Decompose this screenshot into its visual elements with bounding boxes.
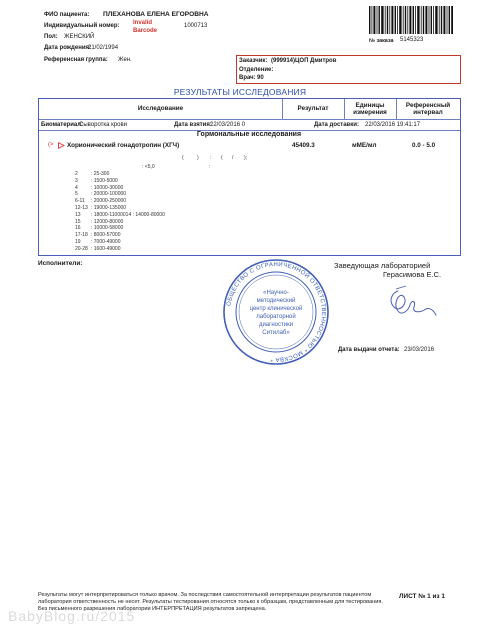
customer-box [236,55,461,84]
week-range: : 10000-58000 [91,225,124,232]
patient-id-label: Индивидуальный номер: [44,23,120,29]
stamp-line: центр клинической [249,306,303,312]
note-fragment: / [232,155,234,161]
results-title: РЕЗУЛЬТАТЫ ИССЛЕДОВАНИЯ [173,87,307,97]
result-row [39,141,459,151]
barcode-error-line1: Invalid [133,20,153,26]
week-range: : 18000-11000014 : 14000-80000 [91,211,165,218]
note-fragment: : [210,155,212,161]
biomaterial-value: Сыворотка крови [79,122,127,128]
stamp-line: «Научно- [263,290,289,296]
note-nonpregnant: : <5,0 [142,164,155,170]
col-header-test: Исследование [137,105,184,113]
test-name: Хорионический гонадотропин (ХГЧ) [67,142,180,149]
footer-disclaimer: Результаты могут интерпретироваться только врачом. За последствия самостоятельной интерпретации результатов пациентом лаборатория ответственность не несет. Результаты тестирования относятся только к образцам, представленным для тестирования. Без письменного разрешения лаборатории ИНТЕРПРЕТАЦИЯ результатов запрещена. [38,592,383,612]
svg-text:ОБЩЕСТВО С ОГРАНИЧЕННОЙ ОТВЕТС [226,262,326,362]
week-label: 3 [75,177,78,184]
note-fragment: ) [197,155,199,161]
note-fragment: ); [244,155,248,161]
week-label: 16 [75,225,81,232]
week-range: : 12000-80000 [91,218,124,225]
note-fragment: ( [221,155,223,161]
week-label: 12-13 [75,205,88,211]
week-range: : 10000-30000 [91,184,124,191]
delivery-date-value: 22/03/2016 19:41:17 [365,122,421,128]
week-range: : 20000-250000 [91,198,127,205]
stamp-line: методический [256,298,296,304]
col-header-result: Результат [297,105,329,113]
week-label: 5 [75,191,78,198]
patient-name-label: ФИО пациента: [44,12,90,18]
doctor-label: Врач: [239,75,256,81]
stamp-line: Ситилаб» [262,330,290,336]
week-range: : 7000-49000 [91,239,121,245]
week-label: 19 [75,239,81,245]
week-label: 17-18 [75,232,88,239]
delivery-date-label: Дата доставки: [314,122,359,128]
test-reference: 0.0 - 5.0 [412,142,436,149]
patient-id-value: 1000713 [184,23,208,29]
sex-value: ЖЕНСКИЙ [64,34,95,40]
watermark: BabyBlog.ru/2015 [8,608,136,624]
taken-date-label: Дата взятия: [174,122,212,128]
issue-date-value: 23/03/2016 [404,347,435,353]
sheet-number: ЛИСТ № 1 из 1 [399,593,445,600]
sex-label: Пол: [44,34,58,40]
test-unit: мМЕ/мл [352,142,377,149]
abnormal-flag: (> [48,142,54,148]
head-name: Герасимова Е.С. [383,270,442,279]
week-range: : 1600-49000 [91,245,121,252]
week-range: : 19000-135000 [91,205,127,211]
issue-date-label: Дата выдачи отчета: [338,347,400,353]
biomaterial-label: Биоматериал: [41,122,84,128]
barcode-error-line2: Barcode [133,28,158,34]
client-value: (999914)ЦОП Дмитров [271,58,337,64]
col-header-reference: Референсный интервал [405,101,451,116]
week-label: 20-28 [75,245,88,252]
taken-date-value: 22/03/2016 0 [210,122,246,128]
stamp-line: лабораторной [256,314,296,320]
week-label: 15 [75,218,81,225]
signature [378,283,438,319]
stamp-outer-text: ОБЩЕСТВО С ОГРАНИЧЕННОЙ ОТВЕТСТВЕННОСТЬЮ * МОСКВА * [226,261,327,363]
week-label: 6-11 [75,198,85,205]
barcode-image [369,6,453,34]
dob-value: 21/02/1994 [88,45,119,51]
test-value: 45409.3 [292,142,315,149]
week-label: 13 [75,211,81,218]
alert-arrow-icon [57,141,66,150]
week-label: 4 [75,184,78,191]
week-range: : 8000-57000 [91,232,121,239]
note-fragment: ( [182,155,184,161]
doctor-value: 90 [257,75,264,81]
week-label: 2 [75,171,78,177]
ref-group-label: Референсная группа: [44,57,108,63]
stamp-line: диагностики [258,322,294,328]
week-range: : 20000-100000 [91,191,127,198]
order-number-label: № заказа [369,38,394,44]
section-title: Гормональные исследования [196,131,302,138]
head-title: Заведующая лабораторией [334,261,431,270]
results-table [38,98,461,256]
col-header-units: Единицы измерения [353,101,387,116]
note-colon: : [209,164,211,170]
patient-name-value: ПЛЕХАНОВА ЕЛЕНА ЕГОРОВНА [103,11,209,18]
week-range: : 25-300 [91,171,110,177]
performers-label: Исполнители: [38,260,83,267]
order-number-value: 5145323 [400,37,424,43]
ref-group-value: Жен. [118,57,132,63]
department-label: Отделение: [239,67,274,73]
lab-stamp-seal [222,258,330,366]
client-label: Заказчик: [239,58,268,64]
dob-label: Дата рождения: [44,45,92,51]
week-range: : 1500-5000 [91,177,118,184]
